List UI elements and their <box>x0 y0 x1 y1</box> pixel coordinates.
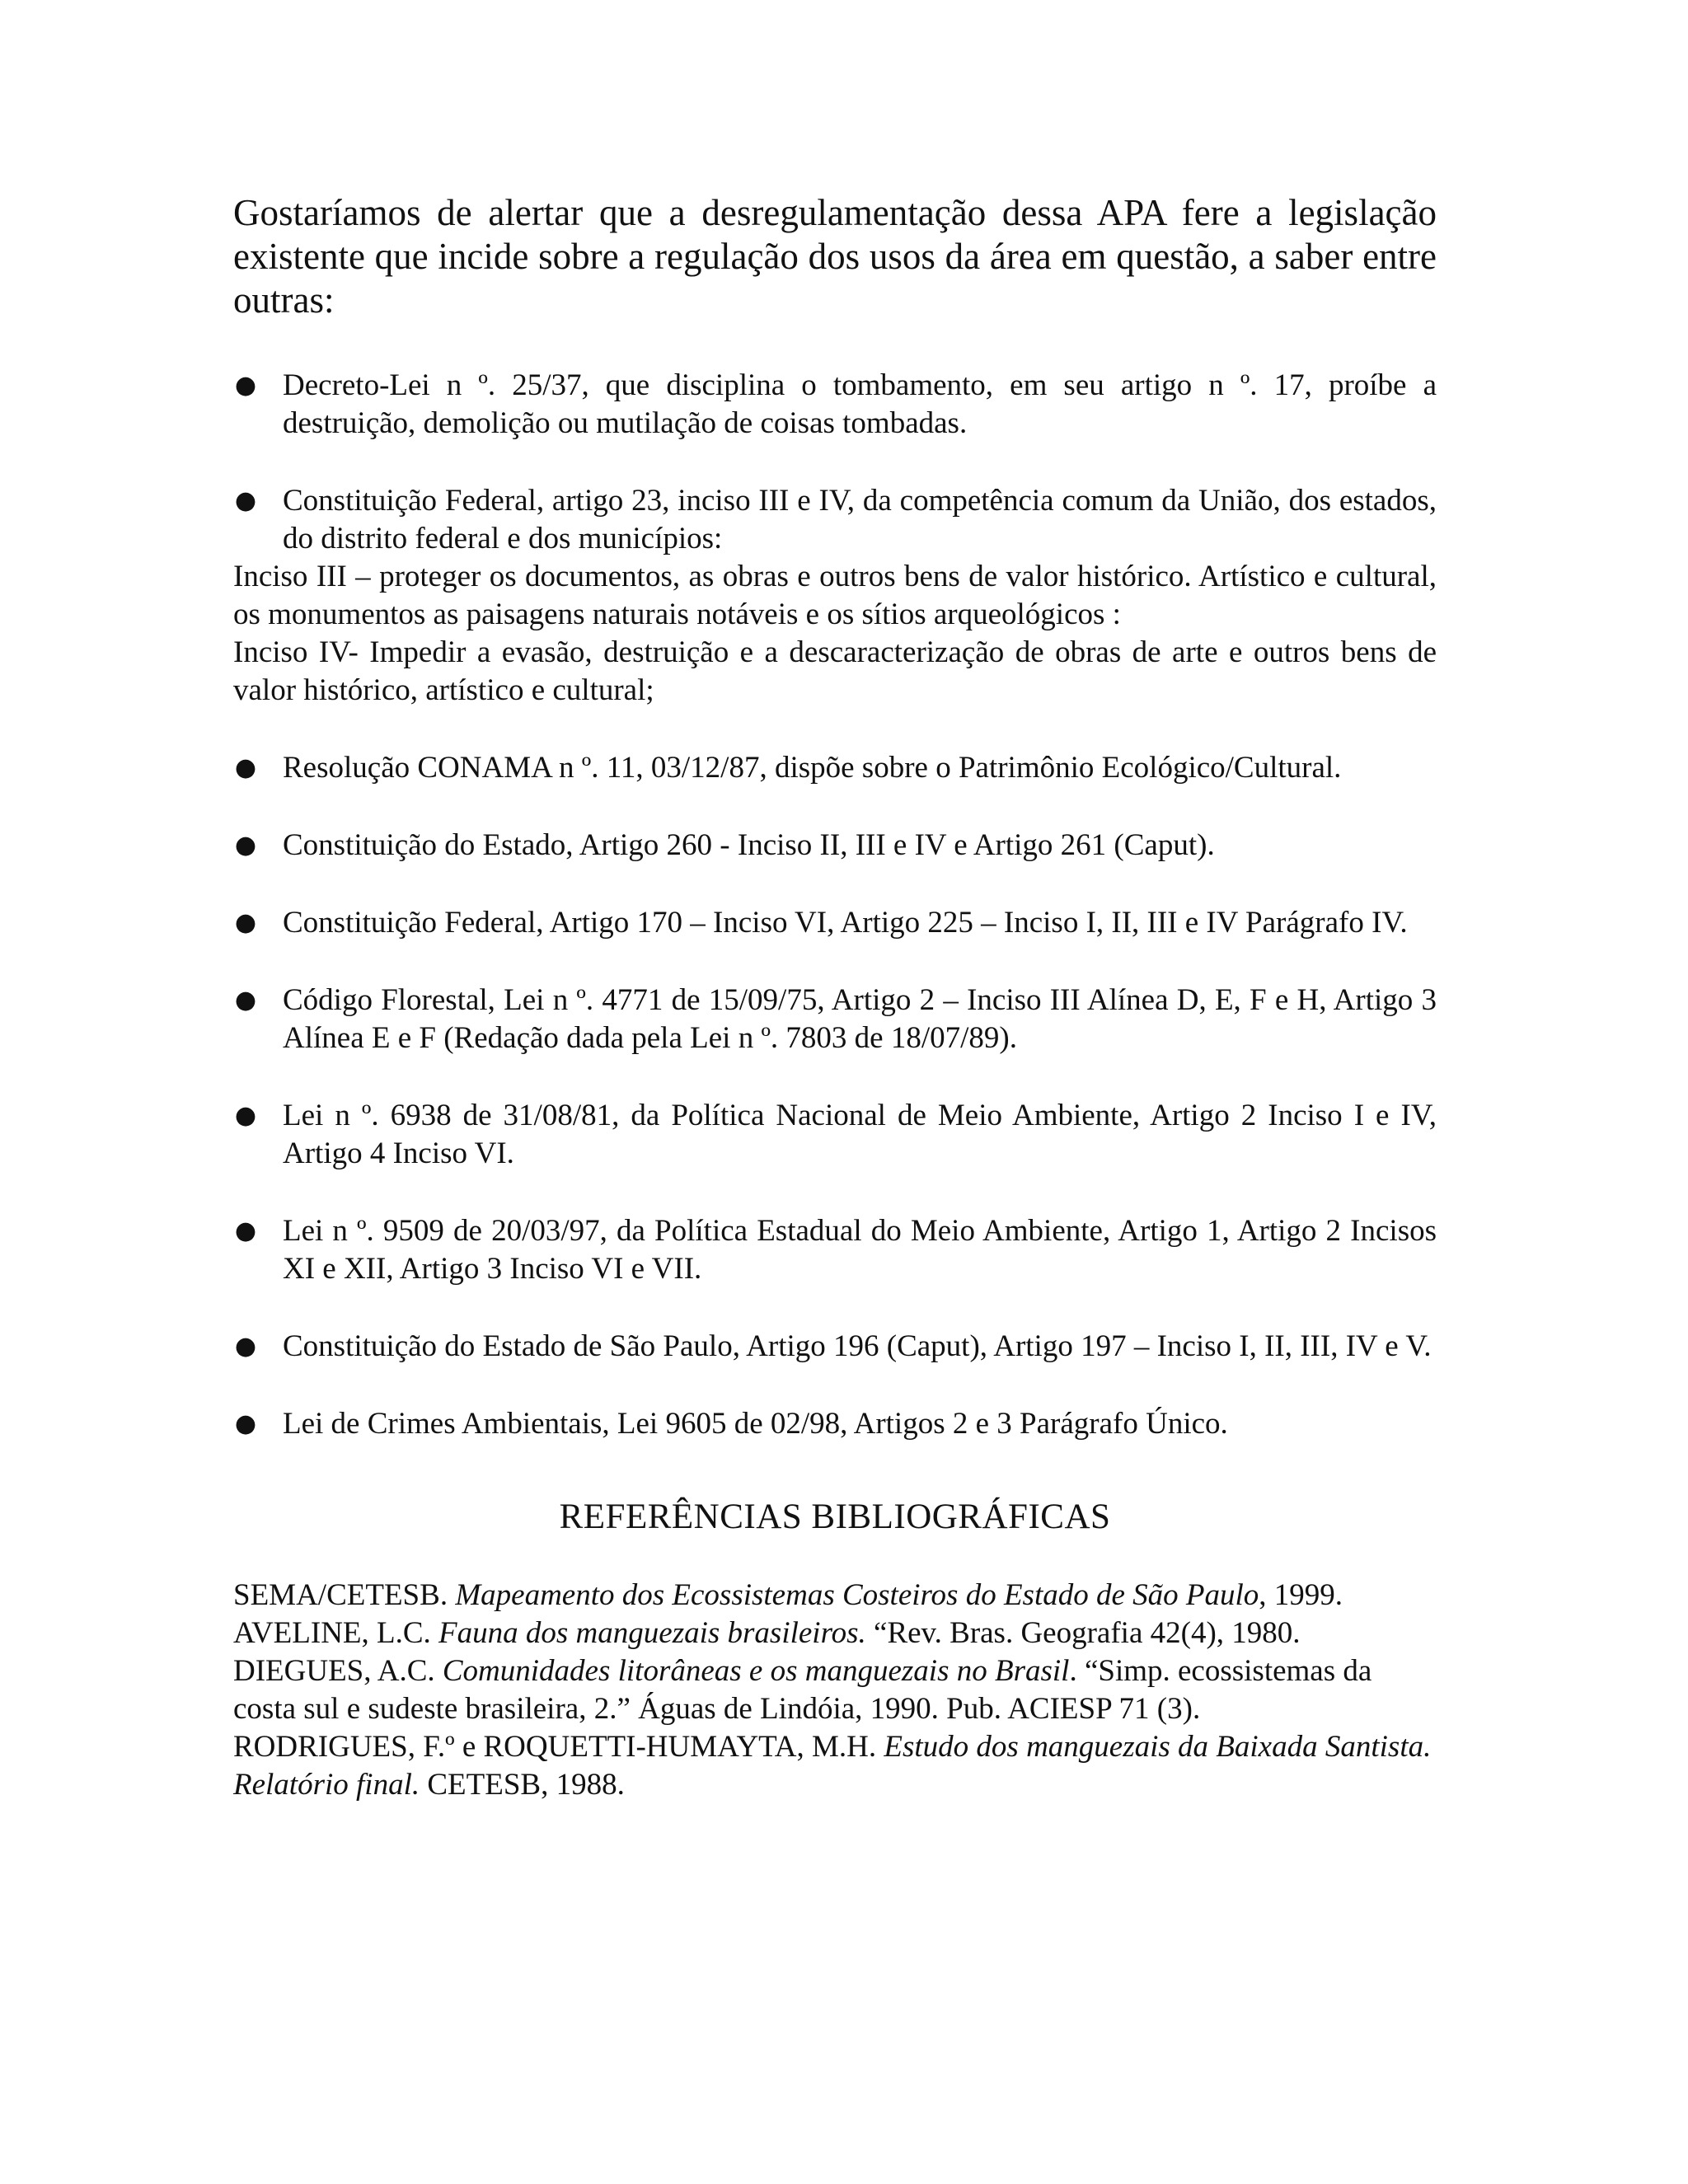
list-item-text: Lei n º. 9509 de 20/03/97, da Política Estadual do Meio Ambiente, Artigo 1, Artigo 2 Incisos XI e XII, Artigo 3 Inciso VI e VII. <box>283 1214 1437 1286</box>
bibliography-list <box>233 1577 1437 1804</box>
bullet-icon: ● <box>234 908 257 937</box>
list-item <box>233 1405 1437 1443</box>
reference-details: CETESB, 1988. <box>420 1768 625 1802</box>
bullet-icon: ● <box>234 753 257 782</box>
bullet-icon: ● <box>234 1332 257 1361</box>
reference-title: Estudo dos manguezais da Baixada Santista. Relatório final. <box>233 1730 1432 1802</box>
list-item-text: Constituição do Estado, Artigo 260 - Inciso II, III e IV e Artigo 261 (Caput). <box>283 828 1215 862</box>
reference-entry <box>233 1652 1437 1728</box>
list-item <box>233 482 1437 558</box>
bibliography-heading: REFERÊNCIAS BIBLIOGRÁFICAS <box>559 1497 1111 1536</box>
list-item <box>233 1212 1437 1288</box>
list-item <box>233 904 1437 942</box>
reference-title: Comunidades litorâneas e os manguezais no Brasil <box>442 1654 1070 1688</box>
list-item-text: Constituição Federal, Artigo 170 – Inciso VI, Artigo 225 – Inciso I, II, III e IV Parágrafo IV. <box>283 906 1408 940</box>
list-item <box>233 982 1437 1057</box>
list-item-text: Decreto-Lei n º. 25/37, que disciplina o tombamento, em seu artigo n º. 17, proíbe a destruição, demolição ou mutilação de coisas tombadas. <box>283 368 1437 440</box>
legislation-list-continued <box>233 749 1437 1443</box>
list-item <box>233 1097 1437 1173</box>
bullet-icon: ● <box>234 371 257 400</box>
list-item-text: Código Florestal, Lei n º. 4771 de 15/09/75, Artigo 2 – Inciso III Alínea D, E, F e H, Artigo 3 Alínea E e F (Redação dada pela Lei n º. 7803 de 18/07/89). <box>283 983 1437 1055</box>
bullet-icon: ● <box>234 986 257 1015</box>
reference-entry <box>233 1615 1437 1652</box>
document-page <box>233 191 1437 1804</box>
reference-entry <box>233 1728 1437 1804</box>
reference-author: RODRIGUES, F.º e ROQUETTI-HUMAYTA, M.H. <box>233 1730 884 1764</box>
list-item <box>233 367 1437 443</box>
reference-entry <box>233 1577 1437 1615</box>
bullet-icon: ● <box>234 486 257 515</box>
inciso-iv-text: Inciso IV- Impedir a evasão, destruição e a descaracterização de obras de arte e outros bens de valor histórico, artístico e cultural; <box>233 635 1437 707</box>
list-item-text: Constituição do Estado de São Paulo, Artigo 196 (Caput), Artigo 197 – Inciso I, II, III, IV e V. <box>283 1329 1432 1363</box>
list-item-text: Lei de Crimes Ambientais, Lei 9605 de 02/98, Artigos 2 e 3 Parágrafo Único. <box>283 1407 1228 1441</box>
reference-title: Mapeamento dos Ecossistemas Costeiros do Estado de São Paulo <box>455 1578 1259 1612</box>
list-item-text: Resolução CONAMA n º. 11, 03/12/87, dispõe sobre o Patrimônio Ecológico/Cultural. <box>283 751 1342 785</box>
reference-details: . “Simp. ecossistemas da costa sul e sudeste brasileira, 2.” Águas de Lindóia, 1990. Pub. ACIESP 71 (3). <box>233 1654 1372 1726</box>
bullet-icon: ● <box>234 1409 257 1438</box>
legislation-list <box>233 367 1437 558</box>
intro-paragraph: Gostaríamos de alertar que a desregulamentação dessa APA fere a legislação existente que incide sobre a regulação dos usos da área em questão, a saber entre outras: <box>233 192 1437 321</box>
list-item <box>233 1328 1437 1366</box>
bullet-icon: ● <box>234 831 257 860</box>
reference-author: DIEGUES, A.C. <box>233 1654 443 1688</box>
bullet-icon: ● <box>234 1216 257 1245</box>
bullet-icon: ● <box>234 1101 257 1130</box>
reference-author: SEMA/CETESB. <box>233 1578 456 1612</box>
list-item <box>233 749 1437 787</box>
list-item-text: Lei n º. 6938 de 31/08/81, da Política Nacional de Meio Ambiente, Artigo 2 Inciso I e IV, Artigo 4 Inciso VI. <box>283 1099 1437 1170</box>
list-item-text: Constituição Federal, artigo 23, inciso III e IV, da competência comum da União, dos estados, do distrito federal e dos municípios: <box>283 484 1437 555</box>
reference-details: , 1999. <box>1259 1578 1343 1612</box>
reference-author: AVELINE, L.C. <box>233 1616 439 1650</box>
list-item <box>233 827 1437 865</box>
reference-title: Fauna dos manguezais brasileiros. <box>438 1616 866 1650</box>
incisos-block <box>233 558 1437 710</box>
inciso-iii-text: Inciso III – proteger os documentos, as obras e outros bens de valor histórico. Artístico e cultural, os monumentos as paisagens naturais notáveis e os sítios arqueológicos : <box>233 560 1437 631</box>
reference-details: “Rev. Bras. Geografia 42(4), 1980. <box>865 1616 1301 1650</box>
